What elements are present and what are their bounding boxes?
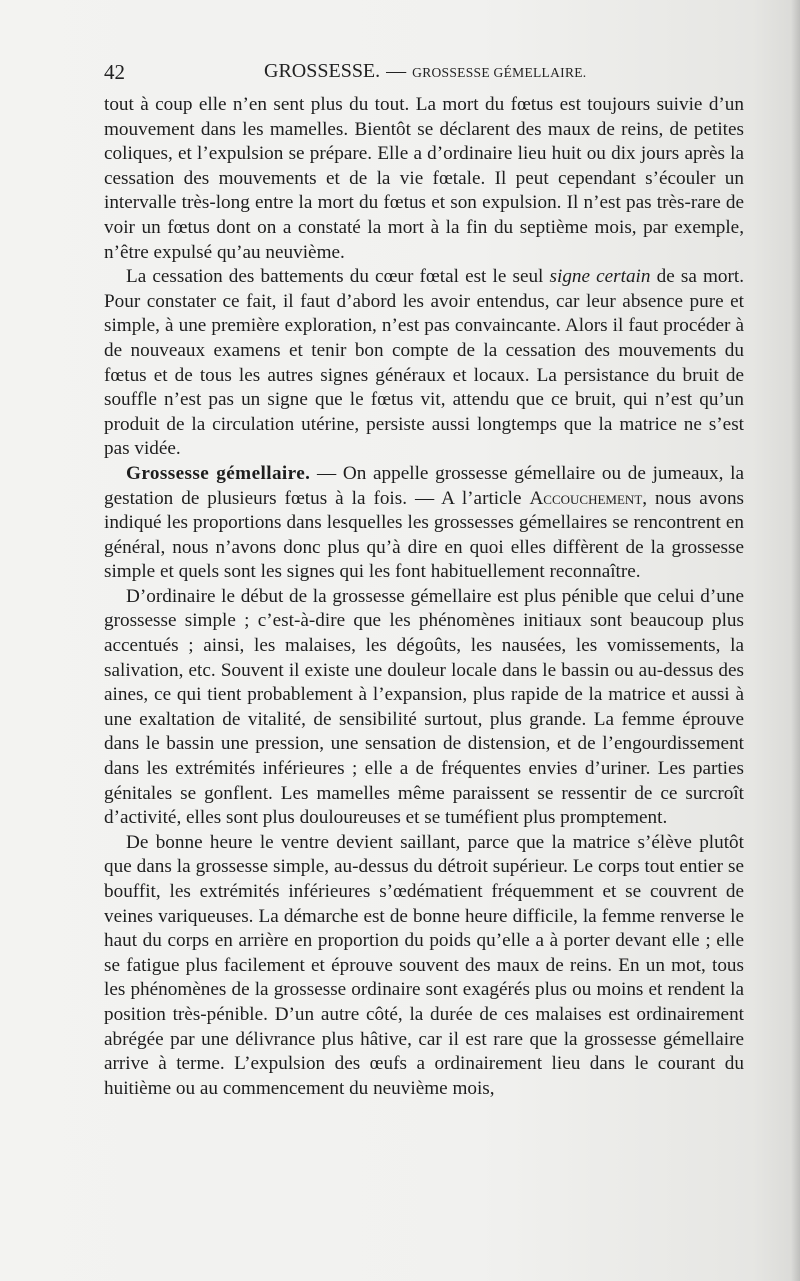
section-heading-grossesse-gemellaire: Grossesse gémellaire. <box>126 462 311 484</box>
paragraph-2-start: La cessation des battements du cœur fœtal est le seul <box>126 266 550 288</box>
body-text <box>104 93 744 1101</box>
paragraph-1: tout à coup elle n’en sent plus du tout. La mort du fœtus est toujours suivie d’un mouvement dans les mamelles. Bientôt se déclarent des maux de reins, de petites coliques, et l’expulsion se prépare. Elle a d’ordinaire lieu huit ou dix jours après la cessation des mouvements et de la vie fœtale. Il peut cependant s’écouler un intervalle très-long entre la mort du fœtus et son expulsion. Il n’est pas très-rare de voir un fœtus dont on a constaté la mort à la fin du septième mois, par exemple, n’être expulsé qu’au neuvième. <box>104 94 744 263</box>
emphasis-signe-certain: signe certain <box>549 266 651 288</box>
paragraph-3-end: , nous avons indiqué les proportions dans lesquelles les grossesses gémellaires se rencontrent en général, nous n’avons donc plus qu’à dire en quoi elles diffèrent de la grossesse simple et quels sont les signes qui les font habituellement reconnaître. <box>104 487 744 583</box>
running-head <box>264 60 586 83</box>
running-head-subtitle: GROSSESSE GÉMELLAIRE. <box>412 65 587 80</box>
running-head-separator: — <box>386 60 407 82</box>
page-number: 42 <box>104 60 125 84</box>
paragraph-5: De bonne heure le ventre devient saillant, parce que la matrice s’élève plutôt que dans la grossesse simple, au-dessus du détroit supérieur. Le corps tout entier se bouffit, les extrémités inférieures s’œdématient fréquemment et se couvrent de veines variqueuses. La démarche est de bonne heure difficile, la femme renverse le haut du corps en arrière en proportion du poids qu’elle a à porter devant elle ; elle se fatigue plus facilement et éprouve souvent des maux de reins. En un mot, tous les phénomènes de la grossesse ordinaire sont exagérés plus ou moins et rendent la position très-pénible. D’un autre côté, la durée de ces malaises est ordinairement abrégée par une délivrance plus hâtive, car il est rare que la grossesse gémellaire arrive à terme. L’expulsion des œufs a ordinairement lieu dans le courant du huitième ou au commencement du neuvième mois, <box>104 831 744 1099</box>
running-head-title: GROSSESSE. <box>264 60 381 82</box>
paragraph-2 <box>104 265 744 462</box>
paragraph-3-start: — On appelle grossesse gémellaire ou de jumeaux, la gestation de plusieurs fœtus à la fois. — A l’article <box>104 462 744 509</box>
cross-reference-accouchement: Accouchement <box>529 487 643 509</box>
page-header <box>104 60 744 86</box>
page-edge-shadow <box>791 0 800 1281</box>
paragraph-2-end: de sa mort. Pour constater ce fait, il faut d’abord les avoir entendus, car leur absence pure et simple, à une première exploration, n’est pas convaincante. Alors il faut procéder à de nouveaux examens et tenir bon compte de la cessation des mouvements du fœtus et de tous les autres signes généraux et locaux. La persistance du bruit de souffle n’est pas un signe que le fœtus vit, attendu que ce bruit, qui n’est qu’un produit de la circulation utérine, persiste aussi longtemps que la matrice ne s’est pas vidée. <box>104 266 744 460</box>
paragraph-3 <box>104 462 744 585</box>
paragraph-4: D’ordinaire le début de la grossesse gémellaire est plus pénible que celui d’une grossesse simple ; c’est-à-dire que les phénomènes initiaux sont beaucoup plus accentués ; ainsi, les malaises, les dégoûts, les nausées, les vomissements, la salivation, etc. Souvent il existe une douleur locale dans le bassin ou au-dessus des aines, ce qui tient probablement à l’expansion, plus rapide de la matrice et aussi à une exaltation de vitalité, de sensibilité surtout, plus grande. La femme éprouve dans le bassin une pression, une sensation de distension, et de l’engourdissement dans les extrémités inférieures ; elle a de fréquentes envies d’uriner. Les parties génitales se gonflent. Les mamelles même paraissent se ressentir de ce surcroît d’activité, elles sont plus douloureuses et se tuméfient plus promptement. <box>104 585 744 829</box>
